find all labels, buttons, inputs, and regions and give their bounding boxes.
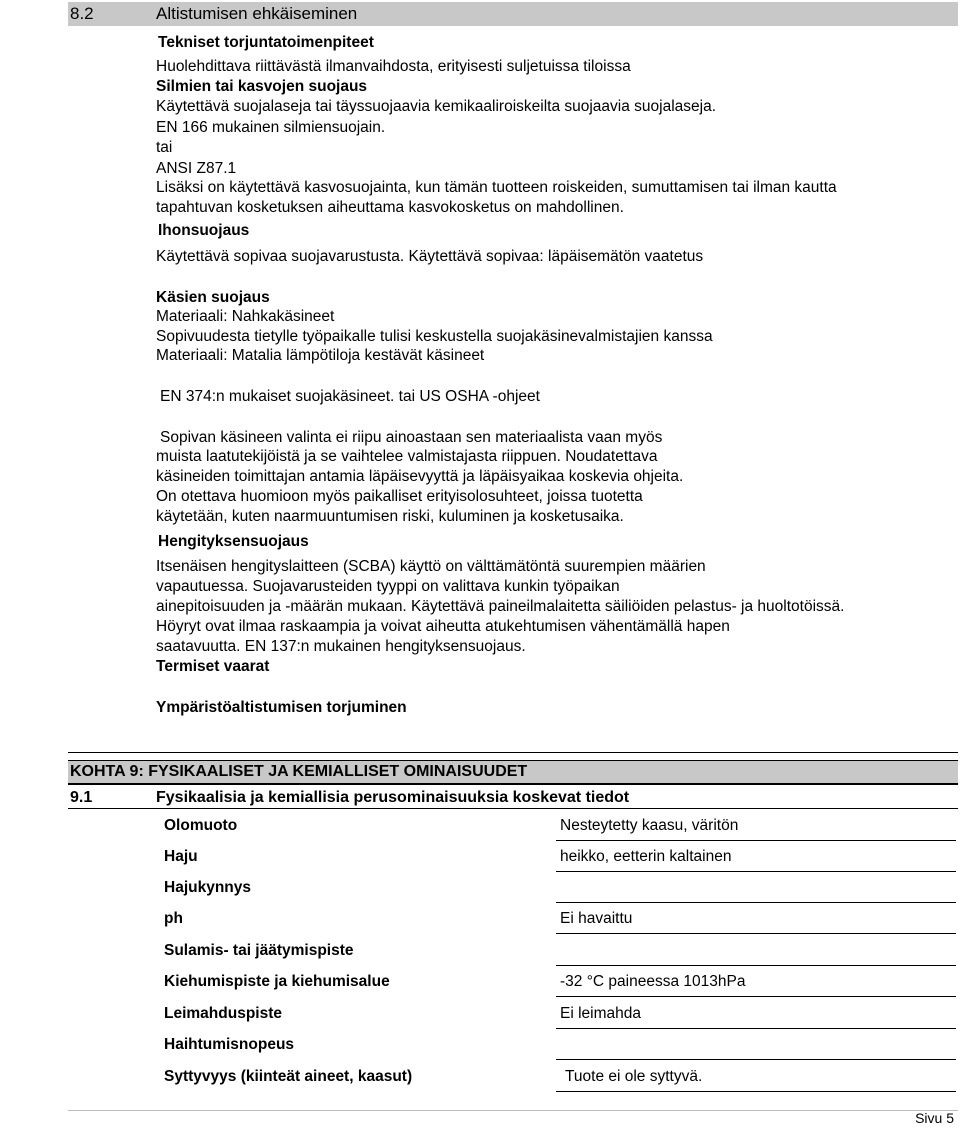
hand-choice-line: käytetään, kuten naarmuuntumisen riski, kuluminen ja kosketusaika. [156, 508, 624, 525]
hand-line: Materiaali: Nahkakäsineet [156, 308, 335, 325]
property-value: Ei leimahda [560, 1005, 641, 1022]
property-label: Hajukynnys [164, 879, 252, 896]
hand-heading: Käsien suojaus [156, 289, 270, 306]
environmental-heading: Ympäristöaltistumisen torjuminen [156, 699, 407, 716]
hand-choice-line: käsineiden toimittajan antamia läpäisevyyttä ja läpäisyaikaa koskevia ohjeita. [156, 468, 684, 485]
technical-heading: Tekniset torjuntatoimenpiteet [158, 34, 374, 51]
property-value: Tuote ei ole syttyvä. [565, 1068, 703, 1085]
property-label: Leimahduspiste [164, 1005, 282, 1022]
hand-line: Sopivuudesta tietylle työpaikalle tulisi keskustella suojakäsinevalmistajien kanssa [156, 328, 713, 345]
hand-choice-line: On otettava huomioon myös paikalliset erityisolosuhteet, joissa tuotetta [156, 488, 643, 505]
property-label: Haihtumisnopeus [164, 1036, 295, 1053]
respiratory-line: saatavuutta. EN 137:n mukainen hengityksensuojaus. [156, 638, 526, 655]
property-label: ph [164, 910, 183, 927]
subsection-underline [68, 808, 958, 809]
section-number: 8.2 [70, 4, 94, 23]
hand-standard: EN 374:n mukaiset suojakäsineet. tai US OSHA -ohjeet [160, 388, 540, 405]
property-value-line [556, 965, 956, 966]
respiratory-heading: Hengityksensuojaus [158, 533, 309, 550]
property-label: Syttyvyys (kiinteät aineet, kaasut) [164, 1068, 413, 1085]
page-number: Sivu 5 [915, 1110, 954, 1126]
section-title: Altistumisen ehkäiseminen [156, 4, 358, 23]
property-value: -32 °C paineessa 1013hPa [560, 973, 746, 990]
property-value-line [556, 871, 956, 872]
section-9-title: KOHTA 9: FYSIKAALISET JA KEMIALLISET OMINAISUUDET [70, 763, 528, 780]
property-label: Haju [164, 848, 198, 865]
skin-heading: Ihonsuojaus [158, 222, 250, 239]
respiratory-line: Itsenäisen hengityslaitteen (SCBA) käyttö on välttämätöntä suurempien määrien [156, 558, 706, 575]
property-value-line [556, 1028, 956, 1029]
eye-line: tai [156, 139, 173, 156]
eye-line: Käytettävä suojalaseja tai täyssuojaavia kemikaaliroiskeilta suojaavia suojalaseja. [156, 98, 717, 115]
property-value-line [556, 840, 956, 841]
hand-choice-line: muista laatutekijöistä ja se vaihtelee valmistajasta riippuen. Noudatettava [156, 448, 658, 465]
eye-line: tapahtuvan kosketuksen aiheuttama kasvokosketus on mahdollinen. [156, 199, 624, 216]
property-label: Sulamis- tai jäätymispiste [164, 942, 354, 959]
section-divider [68, 752, 958, 753]
thermal-heading: Termiset vaarat [156, 658, 270, 675]
respiratory-line: Höyryt ovat ilmaa raskaampia ja voivat aiheutta atukehtumisen vähentämällä hapen [156, 618, 730, 635]
property-label: Kiehumispiste ja kiehumisalue [164, 973, 390, 990]
respiratory-line: ainepitoisuuden ja -määrän mukaan. Käytettävä paineilmalaitetta säiliöiden pelastus- ja huoltotöissä. [156, 598, 845, 615]
technical-text: Huolehdittava riittävästä ilmanvaihdosta, erityisesti suljetuissa tiloissa [156, 58, 631, 75]
subsection-title: Fysikaalisia ja kemiallisia perusominaisuuksia koskevat tiedot [156, 789, 630, 806]
eye-line: ANSI Z87.1 [156, 160, 237, 177]
hand-line: Materiaali: Matalia lämpötiloja kestävät käsineet [156, 347, 485, 364]
hand-choice-line: Sopivan käsineen valinta ei riipu ainoastaan sen materiaalista vaan myös [160, 429, 663, 446]
property-label: Olomuoto [164, 817, 238, 834]
eye-line: EN 166 mukainen silmiensuojain. [156, 119, 386, 136]
property-value-line [556, 933, 956, 934]
property-value-line [556, 902, 956, 903]
eye-heading: Silmien tai kasvojen suojaus [156, 78, 368, 95]
eye-line: Lisäksi on käytettävä kasvosuojainta, kun tämän tuotteen roiskeiden, sumuttamisen tai ilman kautta [156, 179, 837, 196]
page-bottom-rule [68, 1110, 958, 1111]
property-value: heikko, eetterin kaltainen [560, 848, 732, 865]
respiratory-line: vapautuessa. Suojavarusteiden tyyppi on valittava kunkin työpaikan [156, 578, 620, 595]
subsection-number: 9.1 [70, 789, 93, 806]
property-value: Nesteytetty kaasu, väritön [560, 817, 739, 834]
skin-text: Käytettävä sopivaa suojavarustusta. Käytettävä sopivaa: läpäisemätön vaatetus [156, 248, 704, 265]
property-value-line [556, 1059, 956, 1060]
property-value: Ei havaittu [560, 910, 633, 927]
property-value-line [556, 1091, 956, 1092]
property-value-line [556, 996, 956, 997]
